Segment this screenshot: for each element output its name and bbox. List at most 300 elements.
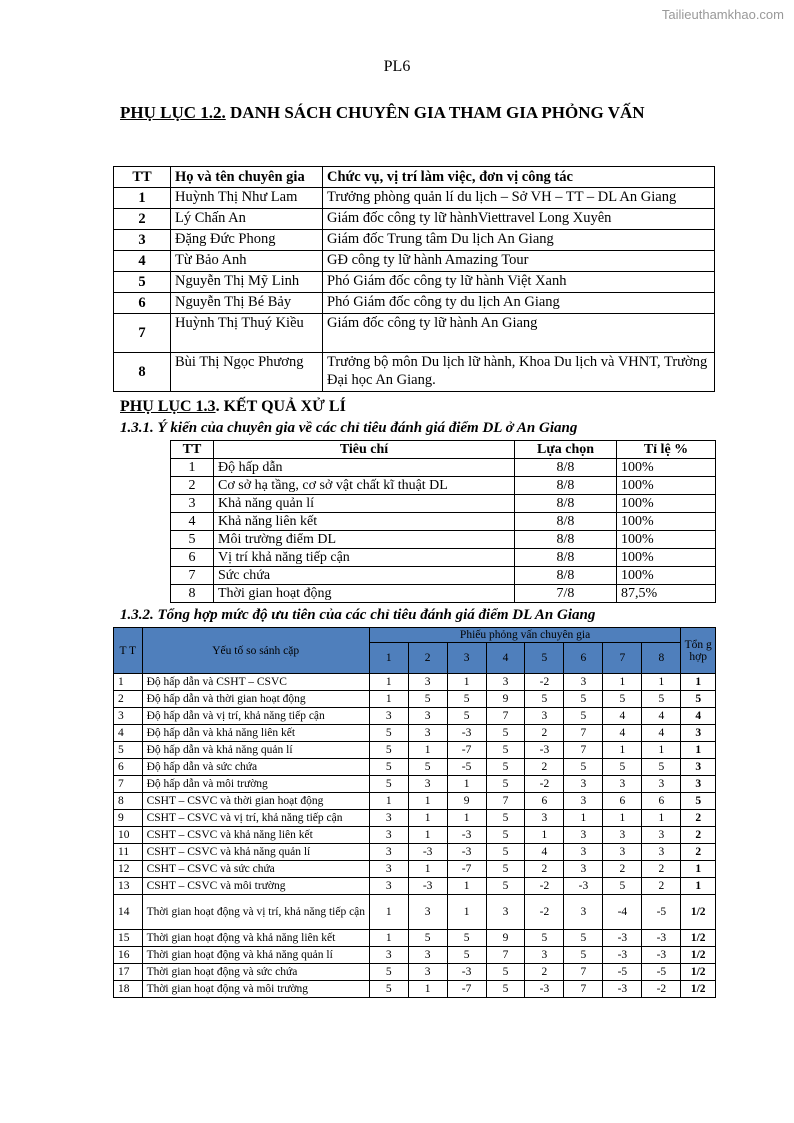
priority-header-row [114, 628, 716, 643]
priority-score: 3 [369, 878, 408, 895]
priority-score: 5 [447, 691, 486, 708]
priority-total: 1/2 [681, 964, 716, 981]
priority-total: 2 [681, 827, 716, 844]
priority-score: -7 [447, 981, 486, 998]
priority-score: -4 [603, 895, 642, 930]
priority-table [113, 627, 716, 998]
expert-row [114, 230, 715, 251]
priority-score: 5 [408, 759, 447, 776]
priority-score: 5 [603, 691, 642, 708]
criteria-choice: 7/8 [515, 585, 617, 603]
priority-score: -2 [525, 776, 564, 793]
priority-score: 4 [642, 725, 681, 742]
priority-factor: Thời gian hoạt động và khả năng liên kết [142, 930, 369, 947]
priority-score: 3 [369, 708, 408, 725]
priority-score: 1 [408, 742, 447, 759]
priority-score: 3 [408, 947, 447, 964]
priority-factor: Thời gian hoạt động và môi trường [142, 981, 369, 998]
priority-score: 3 [369, 861, 408, 878]
criteria-percent: 100% [617, 567, 716, 585]
heading-1-3-1: 1.3.1. Ý kiến của chuyên gia về các chỉ tiêu đánh giá điểm DL ở An Giang [120, 420, 578, 436]
priority-tt: 9 [114, 810, 143, 827]
priority-tt: 6 [114, 759, 143, 776]
priority-row [114, 691, 716, 708]
priority-score: 1 [603, 674, 642, 691]
expert-tt: 8 [114, 353, 171, 392]
priority-factor: Thời gian hoạt động và khả năng quản lí [142, 947, 369, 964]
criteria-row [171, 585, 716, 603]
priority-score: 5 [486, 759, 525, 776]
priority-score: 5 [447, 708, 486, 725]
priority-score: 2 [525, 759, 564, 776]
priority-score: 5 [486, 776, 525, 793]
priority-score: 7 [486, 708, 525, 725]
criteria-tt: 6 [171, 549, 214, 567]
priority-score: 2 [642, 861, 681, 878]
priority-total: 3 [681, 759, 716, 776]
criteria-tt: 5 [171, 531, 214, 549]
col-header-expert: 7 [603, 643, 642, 674]
priority-tt: 5 [114, 742, 143, 759]
priority-score: 1 [642, 810, 681, 827]
expert-position: Giám đốc công ty lữ hànhViettravel Long Xuyên [323, 209, 715, 230]
priority-tt: 4 [114, 725, 143, 742]
priority-score: 4 [642, 708, 681, 725]
priority-total: 3 [681, 776, 716, 793]
criteria-tt: 2 [171, 477, 214, 495]
col-header-tt: TT [114, 167, 171, 188]
priority-score: 3 [564, 844, 603, 861]
priority-score: 3 [564, 674, 603, 691]
priority-score: 5 [486, 878, 525, 895]
col-header-criterion: Tiêu chí [214, 441, 515, 459]
priority-score: 5 [486, 742, 525, 759]
priority-total: 1/2 [681, 947, 716, 964]
priority-factor: Độ hấp dẫn và khả năng quản lí [142, 742, 369, 759]
priority-score: 5 [642, 759, 681, 776]
priority-score: 9 [486, 930, 525, 947]
priority-row [114, 793, 716, 810]
priority-score: 3 [486, 895, 525, 930]
priority-score: 5 [486, 964, 525, 981]
priority-score: -2 [525, 674, 564, 691]
priority-score: 5 [486, 981, 525, 998]
priority-score: 7 [564, 742, 603, 759]
priority-tt: 14 [114, 895, 143, 930]
criteria-choice: 8/8 [515, 531, 617, 549]
priority-tt: 2 [114, 691, 143, 708]
priority-score: -5 [642, 895, 681, 930]
priority-score: 1 [369, 674, 408, 691]
priority-score: 1 [447, 895, 486, 930]
experts-header-row [114, 167, 715, 188]
criteria-row [171, 459, 716, 477]
expert-row [114, 272, 715, 293]
priority-factor: Thời gian hoạt động và vị trí, khả năng tiếp cận [142, 895, 369, 930]
priority-score: 6 [642, 793, 681, 810]
priority-score: 3 [525, 708, 564, 725]
priority-tt: 7 [114, 776, 143, 793]
priority-score: 3 [603, 827, 642, 844]
criteria-name: Cơ sở hạ tầng, cơ sở vật chất kĩ thuật DL [214, 477, 515, 495]
priority-tt: 11 [114, 844, 143, 861]
expert-row [114, 251, 715, 272]
priority-factor: CSHT – CSVC và sức chứa [142, 861, 369, 878]
priority-score: 1 [408, 827, 447, 844]
priority-score: -3 [642, 930, 681, 947]
priority-row [114, 895, 716, 930]
priority-tt: 1 [114, 674, 143, 691]
priority-score: 7 [564, 981, 603, 998]
priority-row [114, 810, 716, 827]
priority-score: 4 [603, 725, 642, 742]
expert-tt: 6 [114, 293, 171, 314]
expert-row [114, 353, 715, 392]
priority-score: -3 [447, 827, 486, 844]
heading-appendix-1-2: PHỤ LỤC 1.2. DANH SÁCH CHUYÊN GIA THAM GIA PHỎNG VẤN [120, 103, 645, 122]
col-header-choice: Lựa chọn [515, 441, 617, 459]
priority-score: 1 [369, 930, 408, 947]
expert-name: Nguyễn Thị Bé Bảy [171, 293, 323, 314]
priority-score: 1 [408, 861, 447, 878]
expert-tt: 2 [114, 209, 171, 230]
priority-score: 6 [525, 793, 564, 810]
priority-total: 1 [681, 674, 716, 691]
priority-factor: Độ hấp dẫn và khả năng liên kết [142, 725, 369, 742]
expert-row [114, 293, 715, 314]
priority-score: -3 [603, 981, 642, 998]
priority-score: 5 [486, 827, 525, 844]
priority-score: 3 [564, 793, 603, 810]
priority-score: 1 [447, 776, 486, 793]
priority-score: -3 [408, 844, 447, 861]
priority-total: 1/2 [681, 981, 716, 998]
priority-score: 3 [408, 776, 447, 793]
priority-score: 1 [369, 895, 408, 930]
priority-score: 3 [642, 776, 681, 793]
priority-score: 1 [408, 810, 447, 827]
expert-name: Từ Bảo Anh [171, 251, 323, 272]
priority-tt: 8 [114, 793, 143, 810]
col-header-tt: T T [114, 628, 143, 674]
priority-score: 5 [486, 725, 525, 742]
expert-name: Đặng Đức Phong [171, 230, 323, 251]
priority-score: 5 [603, 878, 642, 895]
col-header-position: Chức vụ, vị trí làm việc, đơn vị công tác [323, 167, 715, 188]
priority-score: 9 [447, 793, 486, 810]
criteria-row [171, 567, 716, 585]
priority-score: 3 [603, 844, 642, 861]
priority-score: 5 [447, 930, 486, 947]
priority-score: 3 [525, 947, 564, 964]
criteria-tt: 1 [171, 459, 214, 477]
priority-score: 1 [369, 691, 408, 708]
priority-factor: CSHT – CSVC và môi trường [142, 878, 369, 895]
col-header-expert: 4 [486, 643, 525, 674]
col-header-total: Tổn g hợp [681, 628, 716, 674]
priority-score: -7 [447, 742, 486, 759]
priority-score: -3 [525, 981, 564, 998]
priority-score: 5 [564, 759, 603, 776]
priority-total: 2 [681, 810, 716, 827]
priority-score: 3 [369, 844, 408, 861]
priority-score: 3 [369, 810, 408, 827]
expert-name: Huỳnh Thị Thuý Kiều [171, 314, 323, 353]
priority-total: 1 [681, 742, 716, 759]
col-header-expert: 8 [642, 643, 681, 674]
priority-tt: 10 [114, 827, 143, 844]
col-header-expert: 6 [564, 643, 603, 674]
priority-score: 5 [486, 810, 525, 827]
criteria-name: Thời gian hoạt động [214, 585, 515, 603]
priority-score: 5 [603, 759, 642, 776]
priority-score: 2 [525, 861, 564, 878]
priority-total: 1 [681, 878, 716, 895]
priority-factor: Độ hấp dẫn và sức chứa [142, 759, 369, 776]
priority-score: 1 [603, 742, 642, 759]
page-number: PL6 [383, 58, 411, 75]
priority-score: 5 [486, 861, 525, 878]
priority-tt: 12 [114, 861, 143, 878]
priority-row [114, 981, 716, 998]
priority-factor: CSHT – CSVC và thời gian hoạt động [142, 793, 369, 810]
col-header-name: Họ và tên chuyên gia [171, 167, 323, 188]
expert-position: Giám đốc công ty lữ hành An Giang [323, 314, 715, 353]
priority-row [114, 742, 716, 759]
priority-score: -3 [525, 742, 564, 759]
priority-score: 7 [564, 964, 603, 981]
expert-tt: 5 [114, 272, 171, 293]
priority-score: 1 [447, 810, 486, 827]
priority-score: 2 [603, 861, 642, 878]
criteria-row [171, 495, 716, 513]
priority-score: 5 [408, 691, 447, 708]
criteria-choice: 8/8 [515, 477, 617, 495]
expert-name: Nguyễn Thị Mỹ Linh [171, 272, 323, 293]
priority-row [114, 930, 716, 947]
criteria-percent: 100% [617, 477, 716, 495]
priority-score: -3 [564, 878, 603, 895]
priority-score: 1 [408, 793, 447, 810]
priority-score: 3 [525, 810, 564, 827]
priority-score: 5 [564, 691, 603, 708]
criteria-name: Sức chứa [214, 567, 515, 585]
priority-row [114, 759, 716, 776]
priority-score: 1 [564, 810, 603, 827]
priority-total: 4 [681, 708, 716, 725]
criteria-percent: 100% [617, 459, 716, 477]
priority-score: 3 [564, 861, 603, 878]
criteria-choice: 8/8 [515, 459, 617, 477]
priority-factor: Thời gian hoạt động và sức chứa [142, 964, 369, 981]
priority-score: 5 [486, 844, 525, 861]
criteria-table [170, 440, 716, 603]
priority-score: -7 [447, 861, 486, 878]
col-group-header: Phiếu phỏng vấn chuyên gia [369, 628, 681, 643]
priority-score: 3 [408, 964, 447, 981]
priority-score: 3 [603, 776, 642, 793]
priority-score: -3 [408, 878, 447, 895]
priority-score: 3 [642, 844, 681, 861]
priority-score: 5 [564, 930, 603, 947]
priority-score: 3 [408, 725, 447, 742]
criteria-row [171, 513, 716, 531]
criteria-name: Vị trí khả năng tiếp cận [214, 549, 515, 567]
priority-score: 5 [369, 981, 408, 998]
expert-position: Trưởng phòng quản lí du lịch – Sở VH – TT – DL An Giang [323, 188, 715, 209]
priority-score: 1 [447, 878, 486, 895]
priority-score: -2 [525, 878, 564, 895]
priority-score: 3 [564, 895, 603, 930]
priority-total: 5 [681, 691, 716, 708]
col-header-factor: Yếu tố so sánh cặp [142, 628, 369, 674]
priority-score: -3 [642, 947, 681, 964]
criteria-row [171, 549, 716, 567]
priority-score: 3 [486, 674, 525, 691]
priority-score: 2 [525, 725, 564, 742]
priority-tt: 13 [114, 878, 143, 895]
expert-name: Lý Chấn An [171, 209, 323, 230]
priority-row [114, 674, 716, 691]
priority-total: 2 [681, 844, 716, 861]
priority-score: -5 [642, 964, 681, 981]
priority-score: 5 [369, 742, 408, 759]
priority-factor: CSHT – CSVC và vị trí, khả năng tiếp cận [142, 810, 369, 827]
priority-score: 9 [486, 691, 525, 708]
criteria-percent: 100% [617, 513, 716, 531]
criteria-choice: 8/8 [515, 513, 617, 531]
criteria-row [171, 477, 716, 495]
priority-score: -3 [447, 964, 486, 981]
priority-tt: 15 [114, 930, 143, 947]
expert-position: GĐ công ty lữ hành Amazing Tour [323, 251, 715, 272]
priority-score: -3 [603, 930, 642, 947]
expert-position: Phó Giám đốc công ty lữ hành Việt Xanh [323, 272, 715, 293]
expert-tt: 3 [114, 230, 171, 251]
priority-row [114, 725, 716, 742]
priority-factor: Độ hấp dẫn và thời gian hoạt động [142, 691, 369, 708]
priority-factor: Độ hấp dẫn và môi trường [142, 776, 369, 793]
priority-score: 2 [525, 964, 564, 981]
priority-total: 1/2 [681, 895, 716, 930]
col-header-expert: 1 [369, 643, 408, 674]
priority-row [114, 844, 716, 861]
criteria-name: Độ hấp dẫn [214, 459, 515, 477]
priority-score: 1 [642, 674, 681, 691]
priority-score: 5 [525, 691, 564, 708]
heading-appendix-1-3: PHỤ LỤC 1.3. KẾT QUẢ XỬ LÍ [120, 398, 346, 415]
priority-tt: 16 [114, 947, 143, 964]
priority-score: 3 [369, 827, 408, 844]
priority-score: 7 [486, 793, 525, 810]
priority-total: 3 [681, 725, 716, 742]
priority-score: -5 [447, 759, 486, 776]
criteria-name: Môi trường điểm DL [214, 531, 515, 549]
priority-score: -3 [447, 725, 486, 742]
priority-score: 3 [564, 776, 603, 793]
priority-score: 3 [408, 708, 447, 725]
expert-tt: 4 [114, 251, 171, 272]
heading-1-3-2: 1.3.2. Tổng hợp mức độ ưu tiên của các chỉ tiêu đánh giá điểm DL An Giang [120, 607, 596, 623]
criteria-choice: 8/8 [515, 567, 617, 585]
priority-score: 7 [486, 947, 525, 964]
priority-score: 1 [408, 981, 447, 998]
priority-score: 1 [642, 742, 681, 759]
priority-factor: Độ hấp dẫn và CSHT – CSVC [142, 674, 369, 691]
experts-table [113, 166, 715, 392]
priority-score: 5 [642, 691, 681, 708]
expert-row [114, 209, 715, 230]
criteria-tt: 7 [171, 567, 214, 585]
priority-score: 5 [564, 947, 603, 964]
expert-tt: 7 [114, 314, 171, 353]
priority-score: 4 [525, 844, 564, 861]
priority-score: 5 [408, 930, 447, 947]
criteria-percent: 100% [617, 549, 716, 567]
criteria-choice: 8/8 [515, 549, 617, 567]
priority-score: 3 [369, 947, 408, 964]
priority-score: 2 [642, 878, 681, 895]
criteria-tt: 8 [171, 585, 214, 603]
priority-score: 1 [369, 793, 408, 810]
col-header-tt: TT [171, 441, 214, 459]
col-header-expert: 2 [408, 643, 447, 674]
priority-row [114, 947, 716, 964]
priority-score: -2 [525, 895, 564, 930]
criteria-percent: 100% [617, 531, 716, 549]
priority-total: 1 [681, 861, 716, 878]
priority-score: 5 [447, 947, 486, 964]
criteria-header-row [171, 441, 716, 459]
expert-position: Trưởng bộ môn Du lịch lữ hành, Khoa Du lịch và VHNT, Trường Đại học An Giang. [323, 353, 715, 392]
priority-score: 5 [369, 964, 408, 981]
priority-score: -3 [447, 844, 486, 861]
priority-score: -2 [642, 981, 681, 998]
expert-row [114, 314, 715, 353]
priority-factor: CSHT – CSVC và khả năng quản lí [142, 844, 369, 861]
criteria-name: Khả năng quản lí [214, 495, 515, 513]
priority-score: 3 [408, 674, 447, 691]
priority-score: 7 [564, 725, 603, 742]
criteria-tt: 3 [171, 495, 214, 513]
priority-score: 3 [642, 827, 681, 844]
priority-row [114, 878, 716, 895]
priority-row [114, 776, 716, 793]
priority-score: 1 [603, 810, 642, 827]
priority-total: 1/2 [681, 930, 716, 947]
priority-score: 1 [447, 674, 486, 691]
expert-tt: 1 [114, 188, 171, 209]
priority-score: 5 [369, 759, 408, 776]
priority-score: -5 [603, 964, 642, 981]
col-header-percent: Tỉ lệ % [617, 441, 716, 459]
priority-score: 5 [525, 930, 564, 947]
priority-factor: Độ hấp dẫn và vị trí, khả năng tiếp cận [142, 708, 369, 725]
criteria-name: Khả năng liên kết [214, 513, 515, 531]
priority-score: 5 [369, 776, 408, 793]
priority-row [114, 708, 716, 725]
priority-score: 1 [525, 827, 564, 844]
priority-score: -3 [603, 947, 642, 964]
priority-score: 6 [603, 793, 642, 810]
priority-row [114, 964, 716, 981]
expert-name: Huỳnh Thị Như Lam [171, 188, 323, 209]
priority-score: 5 [564, 708, 603, 725]
priority-score: 3 [564, 827, 603, 844]
expert-position: Phó Giám đốc công ty du lịch An Giang [323, 293, 715, 314]
expert-row [114, 188, 715, 209]
priority-score: 5 [369, 725, 408, 742]
